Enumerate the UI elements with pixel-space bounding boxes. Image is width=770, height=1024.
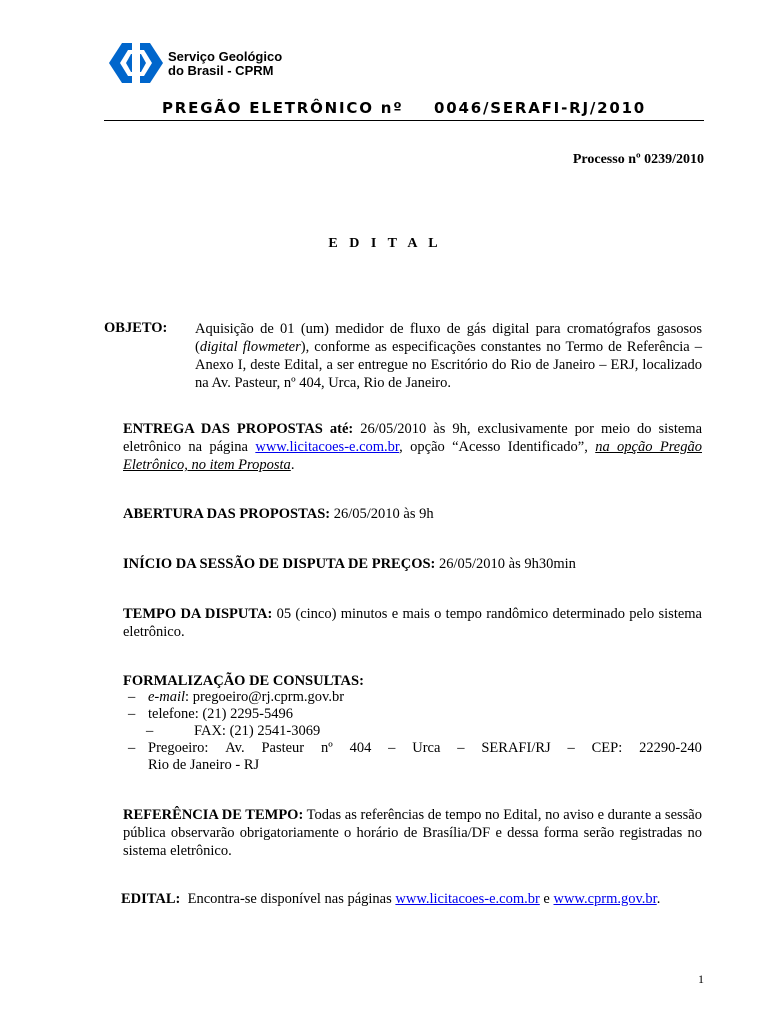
objeto-text-b: ), conforme as especificações constantes no Termo de Referência – Anexo I, deste Edital, a ser entregue no Escritório do Rio de Janeiro – ERJ, localizado na Av. Pasteur, nº 404, Urca, Rio de Janeiro. [195, 339, 702, 391]
edital-final-text-c: . [656, 891, 661, 907]
entrega-paragraph [123, 420, 702, 474]
tempo-text: 05 (cinco) minutos e mais o tempo randômico determinado pelo sistema eletrônico. [123, 606, 702, 640]
list-dash: – [128, 706, 136, 722]
referencia-paragraph [123, 806, 702, 860]
abertura-paragraph [123, 505, 702, 523]
objeto-italic: digital flowmeter [199, 339, 301, 355]
pregoeiro-word: 404 [349, 740, 372, 756]
pregoeiro-word: CEP: [591, 740, 623, 756]
pregoeiro-line-2: Rio de Janeiro - RJ [148, 757, 260, 773]
list-dash: – [146, 723, 154, 739]
edital-title: E D I T A L [328, 236, 442, 251]
header-number: 0046/SERAFI-RJ/2010 [434, 99, 647, 117]
inicio-text: 26/05/2010 às 9h30min [435, 556, 576, 572]
edital-final-label: EDITAL: [121, 891, 181, 907]
pregoeiro-word: – [388, 740, 396, 756]
pregoeiro-word: Pasteur [261, 740, 305, 756]
list-dash: – [128, 689, 136, 705]
licitacoes-link[interactable]: www.licitacoes-e.com.br [255, 439, 400, 455]
entrega-text-b: , opção “Acesso Identificado”, [399, 439, 596, 455]
objeto-label: OBJETO: [104, 320, 168, 336]
fax-text: FAX: (21) 2541-3069 [194, 723, 321, 739]
inicio-label: INÍCIO DA SESSÃO DE DISPUTA DE PREÇOS: [123, 556, 436, 572]
list-dash: – [128, 740, 136, 756]
entrega-text-c: . [290, 457, 295, 473]
pregoeiro-word: Av. [225, 740, 245, 756]
edital-final-text-b: e [539, 891, 554, 907]
pregoeiro-word: 22290-240 [639, 740, 702, 756]
page-number: 1 [698, 972, 704, 986]
pregoeiro-word: Urca [412, 740, 441, 756]
logo-line-2: do Brasil - CPRM [168, 63, 274, 78]
licitacoes-link-2[interactable]: www.licitacoes-e.com.br [395, 891, 540, 907]
entrega-label: ENTREGA DAS PROPOSTAS até: [123, 421, 354, 437]
list-item [128, 740, 702, 774]
pregoeiro-word: nº [320, 740, 333, 756]
inicio-paragraph [123, 555, 702, 573]
header-divider [104, 120, 704, 121]
pregoeiro-line [148, 740, 702, 757]
cprm-link[interactable]: www.cprm.gov.br [553, 891, 657, 907]
document-header [162, 99, 702, 117]
abertura-text: 26/05/2010 às 9h [330, 506, 434, 522]
entrega-text-a: 26/05/2010 às 9h, exclusivamente por meio do sistema eletrônico na página [123, 421, 703, 455]
logo-line-1: Serviço Geológico [168, 49, 283, 64]
abertura-label: ABERTURA DAS PROPOSTAS: [123, 506, 331, 522]
consultas-list [128, 689, 702, 774]
consultas-label-text: FORMALIZAÇÃO DE CONSULTAS: [123, 673, 364, 689]
cprm-logo-text [168, 50, 282, 78]
pregoeiro-word: – [457, 740, 465, 756]
list-item [128, 723, 702, 740]
tempo-label: TEMPO DA DISPUTA: [123, 606, 273, 622]
email-label: e-mail [148, 689, 186, 705]
objeto-text [195, 320, 702, 392]
referencia-label: REFERÊNCIA DE TEMPO: [123, 807, 304, 823]
list-item [128, 706, 702, 723]
edital-final-paragraph [121, 891, 721, 908]
email-value: : pregoeiro@rj.cprm.gov.br [185, 689, 345, 705]
pregoeiro-word: Pregoeiro: [148, 740, 209, 756]
cprm-logo-icon [108, 42, 164, 84]
telefone-text: telefone: (21) 2295-5496 [148, 706, 293, 722]
header-title: PREGÃO ELETRÔNICO nº [162, 99, 404, 117]
edital-final-text-a: Encontra-se disponível nas páginas [180, 891, 396, 907]
tempo-paragraph [123, 605, 702, 641]
objeto-text-a: Aquisição de 01 (um) medidor de fluxo de gás digital para cromatógrafos gasosos ( [195, 321, 702, 355]
entrega-underline-italic: na opção Pregão Eletrônico, no item Proposta [123, 439, 702, 473]
processo-number: Processo nº 0239/2010 [572, 152, 704, 167]
consultas-label [123, 672, 702, 690]
list-item [128, 689, 702, 706]
pregoeiro-word: SERAFI/RJ [481, 740, 551, 756]
pregoeiro-word: – [567, 740, 575, 756]
referencia-text: Todas as referências de tempo no Edital, no aviso e durante a sessão pública observarão obrigatoriamente o horário de Brasília/DF e dessa forma serão registradas no sistema eletrônico. [123, 807, 702, 859]
